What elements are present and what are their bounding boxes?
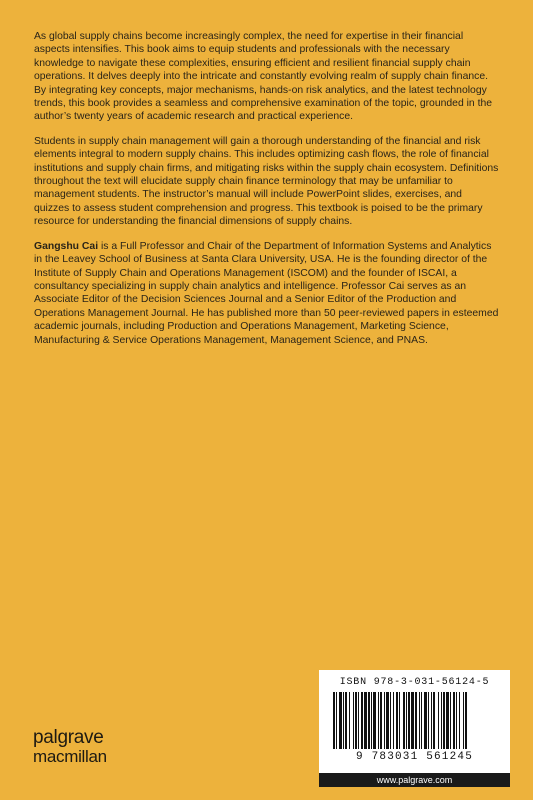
barcode-box (319, 670, 510, 773)
author-name: Gangshu Cai (34, 240, 99, 252)
palgrave-macmillan-logo (33, 728, 107, 765)
logo-line-2: macmillan (33, 747, 107, 766)
author-bio-text: is a Full Professor and Chair of the Department of Information Systems and Analytics in the Leavey School of Business at Santa Clara University, USA. He is the founding director of the Institute of Supply Chain and Operations Management (ISCOM) and the founder of ISCAI, a consultancy specializing in supply chain analytics and intelligence. Professor Cai serves as an Associate Editor of the Decision Sciences Journal and a Senior Editor of the Production and Operations Management Journal. He has published more than 50 peer-reviewed papers in esteemed academic journals, including Production and Operations Management, Marketing Science, Manufacturing & Service Operations Management, Management Science, and PNAS. (34, 240, 499, 346)
publisher-url: www.palgrave.com (319, 773, 510, 787)
description-paragraph-1: As global supply chains become increasingly complex, the need for expertise in their financial aspects intensifies. This book aims to equip students and professionals with the necessary knowledge to navigate these complexities, ensuring efficient and resilient financial supply chain operations. It delves deeply into the intricate and constantly evolving realm of supply chain finance. By integrating key concepts, major mechanisms, hands-on risk analytics, and the latest technology trends, this book provides a seamless and comprehensive examination of the topic, grounded in the author’s twenty years of academic research and practical experience. (34, 31, 493, 123)
author-bio (34, 240, 500, 347)
logo-line-1: palgrave (33, 727, 104, 748)
isbn-label: ISBN 978-3-031-56124-5 (339, 677, 490, 688)
barcode-icon (319, 692, 510, 750)
cover-text-block (34, 30, 500, 358)
description-paragraph-2: Students in supply chain management will gain a thorough understanding of the financial and risk elements integral to modern supply chains. This includes optimizing cash flows, the role of financial institutions and supply chain firms, and mitigating risks within the supply chain ecosystem. Definitions throughout the text will elucidate supply chain finance terminology that may be unfamiliar to management students. The instructor’s manual will include PowerPoint slides, exercises, and quizzes to assess student comprehension and progress. This textbook is poised to be the primary resource for understanding the financial dimensions of supply chains. (34, 135, 499, 228)
barcode-digits: 9 783031 561245 (355, 751, 474, 763)
